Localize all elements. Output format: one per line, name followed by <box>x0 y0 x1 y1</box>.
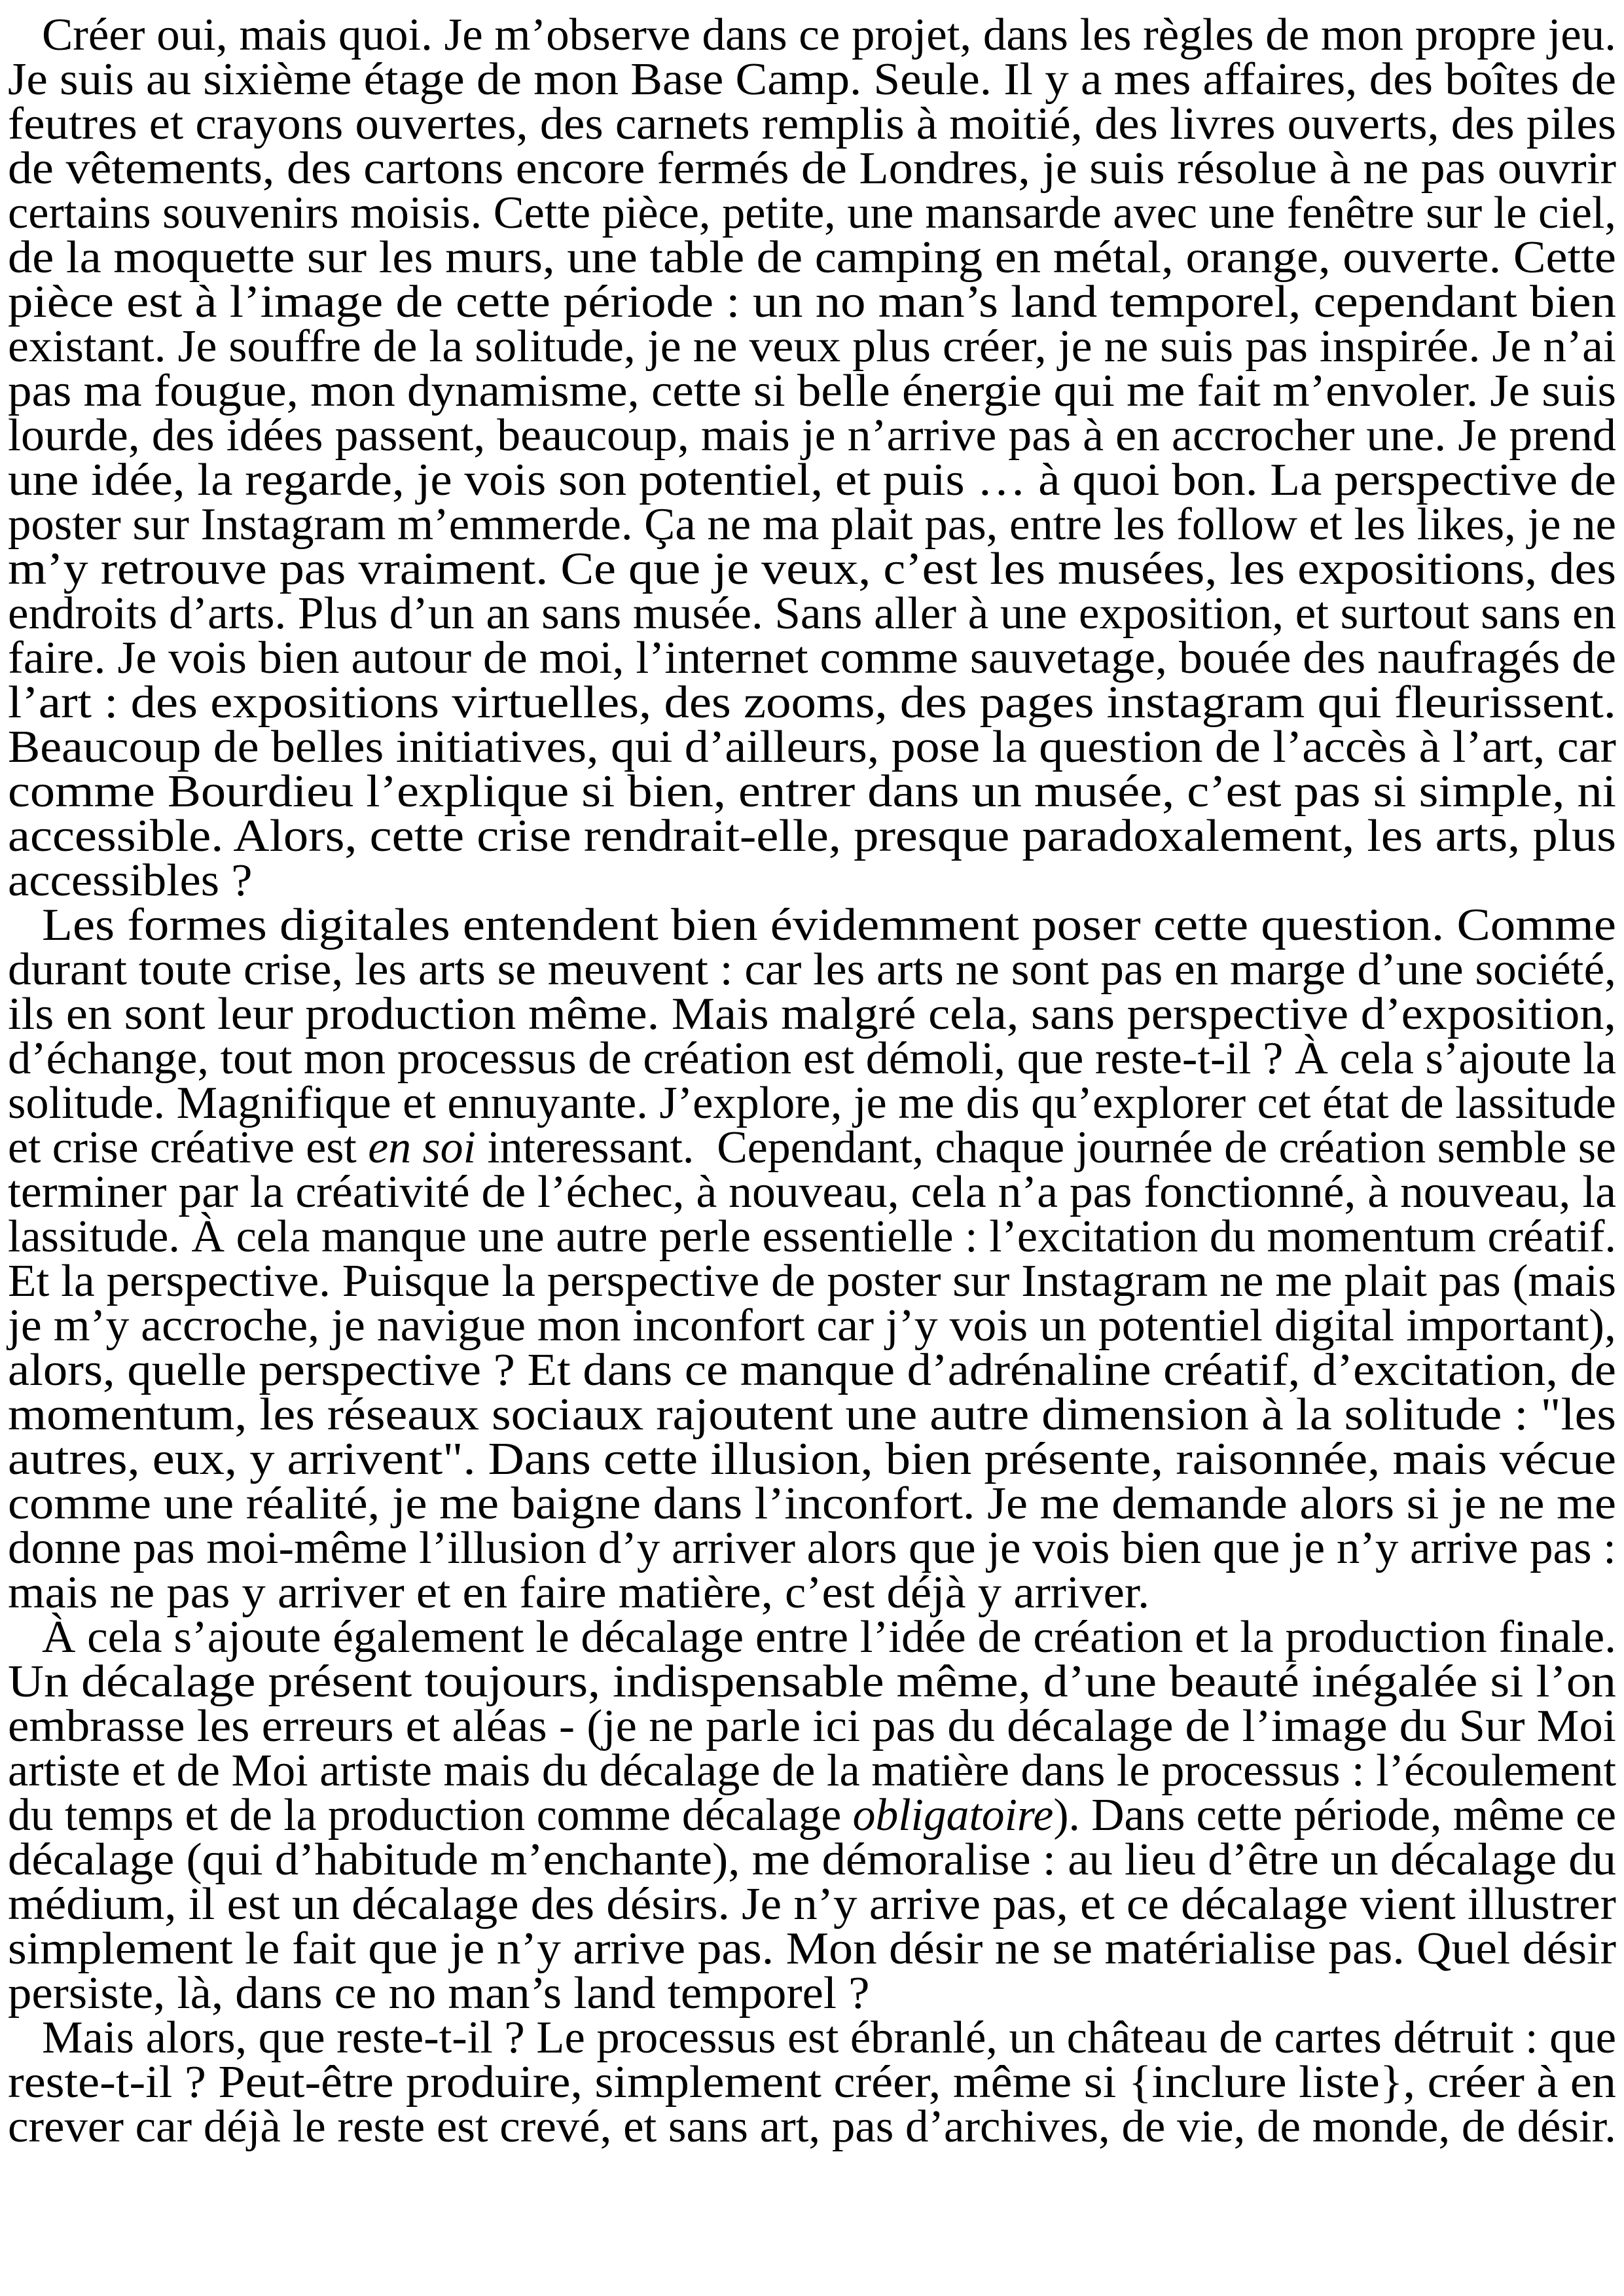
text-line: donne pas moi-même l’illusion d’y arriver alors que je vois bien que je n’y arrive pas : <box>8 1523 1616 1573</box>
text-line: Beaucoup de belles initiatives, qui d’ailleurs, pose la question de l’accès à l’art, car <box>8 722 1616 772</box>
text-line: du temps et de la production comme décalage obligatoire). Dans cette période, même ce <box>8 1790 1616 1840</box>
text-line: Les formes digitales entendent bien évidemment poser cette question. Comme <box>42 900 1616 950</box>
text-line: À cela s’ajoute également le décalage entre l’idée de création et la production finale. <box>42 1612 1616 1662</box>
text-line: lourde, des idées passent, beaucoup, mais je n’arrive pas à en accrocher une. Je prend <box>8 410 1616 461</box>
text-line: feutres et crayons ouvertes, des carnets remplis à moitié, des livres ouverts, des piles <box>8 99 1616 149</box>
text-line: ils en sont leur production même. Mais malgré cela, sans perspective d’exposition, <box>8 989 1616 1039</box>
text-line: Je suis au sixième étage de mon Base Camp. Seule. Il y a mes affaires, des boîtes de <box>8 54 1616 105</box>
text-line: reste-t-il ? Peut-être produire, simplement créer, même si {inclure liste}, créer à en <box>8 2057 1617 2108</box>
text-line: accessibles ? <box>8 855 253 906</box>
text-line: existant. Je souffre de la solitude, je ne veux plus créer, je ne suis pas inspirée. Je n’ai <box>8 321 1616 372</box>
text-line: mais ne pas y arriver et en faire matière, c’est déjà y arriver. <box>8 1568 1150 1618</box>
text-line: accessible. Alors, cette crise rendrait-elle, presque paradoxalement, les arts, plus <box>8 811 1616 861</box>
paragraph <box>8 900 1617 1618</box>
document-text <box>8 10 1617 2152</box>
text-line: durant toute crise, les arts se meuvent : car les arts ne sont pas en marge d’une société, <box>8 944 1616 995</box>
text-line: faire. Je vois bien autour de moi, l’internet comme sauvetage, bouée des naufragés de <box>8 633 1616 683</box>
text-line: poster sur Instagram m’emmerde. Ça ne ma plait pas, entre les follow et les likes, je ne <box>8 499 1616 550</box>
text-line: Créer oui, mais quoi. Je m’observe dans ce projet, dans les règles de mon propre jeu. <box>42 10 1616 60</box>
text-line: autres, eux, y arrivent". Dans cette illusion, bien présente, raisonnée, mais vécue <box>8 1434 1616 1484</box>
text-line: comme une réalité, je me baigne dans l’inconfort. Je me demande alors si je ne me <box>8 1479 1616 1529</box>
text-line: de la moquette sur les murs, une table de camping en métal, orange, ouverte. Cette <box>8 232 1616 283</box>
italic-text: obligatoire <box>852 1790 1054 1840</box>
text-line: médium, il est un décalage des désirs. Je n’y arrive pas, et ce décalage vient illustrer <box>8 1879 1616 1929</box>
text-line: embrasse les erreurs et aléas - (je ne parle ici pas du décalage de l’image du Sur Moi <box>8 1701 1616 1751</box>
text-line: Un décalage présent toujours, indispensable même, d’une beauté inégalée si l’on <box>8 1657 1616 1707</box>
text-line: persiste, là, dans ce no man’s land temporel ? <box>8 1968 870 2018</box>
text-line: lassitude. À cela manque une autre perle essentielle : l’excitation du momentum créatif. <box>8 1211 1616 1262</box>
text-line: d’échange, tout mon processus de création est démoli, que reste-t-il ? À cela s’ajoute la <box>8 1033 1616 1084</box>
text-line: pièce est à l’image de cette période : un no man’s land temporel, cependant bien <box>8 277 1616 327</box>
text-line: Mais alors, que reste-t-il ? Le processus est ébranlé, un château de cartes détruit : que <box>42 2013 1616 2063</box>
paragraph <box>8 1612 1617 2018</box>
text-line: Et la perspective. Puisque la perspective de poster sur Instagram ne me plait pas (mais <box>8 1256 1616 1306</box>
text-line: comme Bourdieu l’explique si bien, entrer dans un musée, c’est pas si simple, ni <box>8 766 1616 817</box>
text-line: crever car déjà le reste est crevé, et sans art, pas d’archives, de vie, de monde, de désir. <box>8 2102 1617 2152</box>
text-line: endroits d’arts. Plus d’un an sans musée. Sans aller à une exposition, et surtout sans en <box>8 588 1616 639</box>
text-line: de vêtements, des cartons encore fermés de Londres, je suis résolue à ne pas ouvrir <box>8 143 1616 194</box>
text-line: terminer par la créativité de l’échec, à nouveau, cela n’a pas fonctionné, à nouveau, la <box>8 1167 1616 1217</box>
text-line: solitude. Magnifique et ennuyante. J’explore, je me dis qu’explorer cet état de lassitude <box>8 1078 1616 1128</box>
paragraph <box>8 10 1617 906</box>
text-line: alors, quelle perspective ? Et dans ce manque d’adrénaline créatif, d’excitation, de <box>8 1345 1616 1395</box>
paragraph <box>8 2013 1617 2152</box>
text-line: je m’y accroche, je navigue mon inconfort car j’y vois un potentiel digital important), <box>8 1300 1617 1351</box>
italic-text: en soi <box>368 1122 476 1173</box>
text-line: pas ma fougue, mon dynamisme, cette si belle énergie qui me fait m’envoler. Je suis <box>8 366 1616 416</box>
text-line: simplement le fait que je n’y arrive pas. Mon désir ne se matérialise pas. Quel désir <box>8 1924 1617 1974</box>
text-line: et crise créative est en soi interessant. Cependant, chaque journée de création semble se <box>8 1122 1616 1173</box>
text-line: décalage (qui d’habitude m’enchante), me démoralise : au lieu d’être un décalage du <box>8 1835 1616 1885</box>
text-line: artiste et de Moi artiste mais du décalage de la matière dans le processus : l’écoulement <box>8 1746 1616 1796</box>
text-line: une idée, la regarde, je vois son potentiel, et puis … à quoi bon. La perspective de <box>8 455 1616 505</box>
text-line: certains souvenirs moisis. Cette pièce, petite, une mansarde avec une fenêtre sur le ciel, <box>8 188 1616 238</box>
text-line: momentum, les réseaux sociaux rajoutent une autre dimension à la solitude : "les <box>8 1390 1617 1440</box>
text-line: l’art : des expositions virtuelles, des zooms, des pages instagram qui fleurissent. <box>8 677 1616 728</box>
text-line: m’y retrouve pas vraiment. Ce que je veux, c’est les musées, les expositions, des <box>8 544 1617 594</box>
